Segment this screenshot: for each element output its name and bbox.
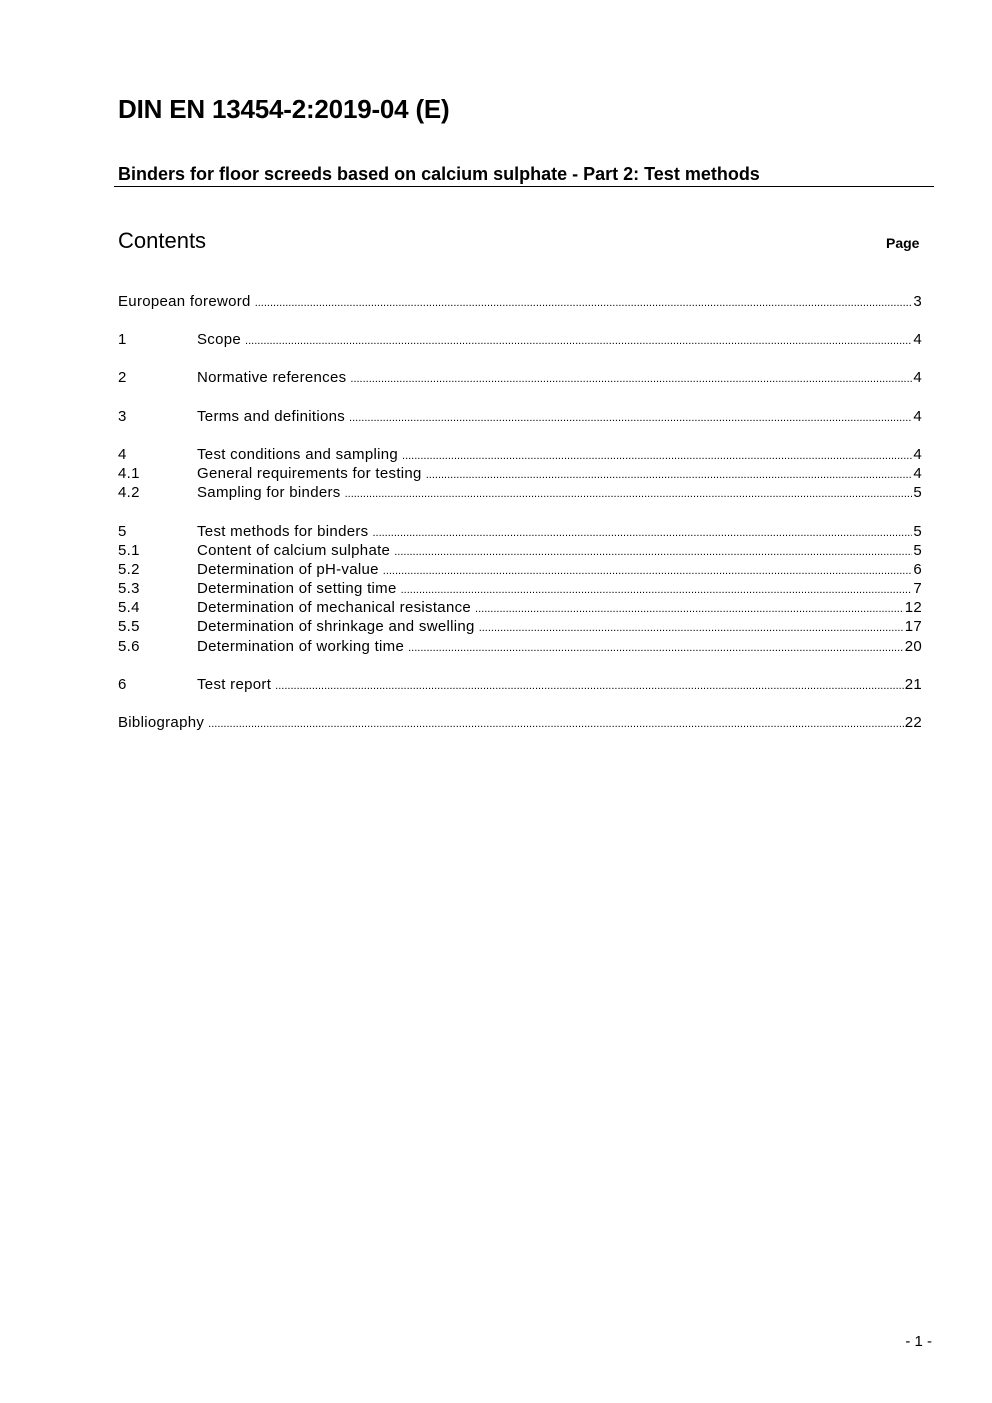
toc-entry[interactable] [118, 541, 922, 560]
toc-entry[interactable] [118, 368, 922, 387]
toc-dot-leader [245, 332, 912, 351]
toc-entry-number: 4 [118, 446, 127, 463]
toc-entry-title: Test report [197, 676, 272, 693]
toc-entry-page: 4 [913, 331, 922, 348]
toc-entry[interactable] [118, 522, 922, 541]
toc-entry[interactable] [118, 560, 922, 579]
toc-entry-title: Bibliography [118, 714, 205, 731]
toc-entry-number: 5.6 [118, 638, 140, 655]
toc-entry-title: Determination of shrinkage and swelling [197, 618, 475, 635]
toc-entry-number: 5.5 [118, 618, 140, 635]
toc-entry-number: 4.2 [118, 484, 140, 501]
toc-entry[interactable] [118, 330, 922, 349]
toc-entry-number: 5.2 [118, 561, 140, 578]
toc-entry-number: 1 [118, 331, 127, 348]
toc-entry-page: 5 [913, 542, 922, 559]
document-id: DIN EN 13454-2:2019-04 (E) [118, 94, 450, 124]
toc-entry[interactable] [118, 483, 922, 502]
toc-entry-title: General requirements for testing [197, 465, 422, 482]
toc-dot-leader [479, 619, 904, 638]
toc-entry-number: 5 [118, 523, 127, 540]
toc-entry-page: 4 [913, 369, 922, 386]
toc-dot-leader [275, 677, 904, 696]
toc-entry-title: Normative references [197, 369, 347, 386]
toc-entry-title: Test methods for binders [197, 523, 369, 540]
toc-entry[interactable] [118, 675, 922, 694]
toc-dot-leader [349, 409, 912, 428]
toc-dot-leader [208, 715, 904, 734]
toc-entry-page: 12 [904, 599, 922, 616]
toc-entry-number: 5.1 [118, 542, 140, 559]
toc-entry-title: Terms and definitions [197, 408, 346, 425]
toc-entry[interactable] [118, 617, 922, 636]
toc-entry-page: 5 [913, 523, 922, 540]
toc-entry[interactable] [118, 464, 922, 483]
page-column-heading: Page [886, 235, 920, 251]
toc-entry-title: European foreword [118, 293, 251, 310]
toc-dot-leader [255, 294, 913, 313]
toc-entry-title: Scope [197, 331, 242, 348]
contents-heading: Contents [118, 228, 207, 253]
toc-entry[interactable] [118, 292, 922, 311]
toc-entry-title: Determination of pH-value [197, 561, 379, 578]
toc-entry[interactable] [118, 713, 922, 732]
toc-entry[interactable] [118, 579, 922, 598]
toc-entry-title: Determination of mechanical resistance [197, 599, 472, 616]
toc-entry-page: 4 [913, 408, 922, 425]
toc-entry[interactable] [118, 637, 922, 656]
toc-entry-page: 21 [904, 676, 922, 693]
toc-entry-number: 3 [118, 408, 127, 425]
toc-entry-page: 5 [913, 484, 922, 501]
toc-entry[interactable] [118, 598, 922, 617]
toc-entry[interactable] [118, 445, 922, 464]
toc-entry-title: Sampling for binders [197, 484, 341, 501]
title-underline-divider [114, 186, 934, 187]
toc-entry-page: 3 [913, 293, 922, 310]
toc-entry-title: Determination of setting time [197, 580, 397, 597]
footer-page-number: - 1 - [905, 1333, 932, 1350]
toc-dot-leader [350, 370, 912, 389]
toc-entry-number: 6 [118, 676, 127, 693]
toc-entry-page: 6 [913, 561, 922, 578]
document-title: Binders for floor screeds based on calcium sulphate - Part 2: Test methods [118, 164, 760, 184]
toc-entry-page: 20 [904, 638, 922, 655]
toc-entry-title: Determination of working time [197, 638, 405, 655]
toc-entry-number: 2 [118, 369, 127, 386]
toc-entry-number: 4.1 [118, 465, 140, 482]
toc-entry[interactable] [118, 407, 922, 426]
toc-entry-page: 17 [904, 618, 922, 635]
toc-entry-number: 5.3 [118, 580, 140, 597]
toc-entry-title: Content of calcium sulphate [197, 542, 391, 559]
toc-dot-leader [408, 639, 904, 658]
toc-entry-number: 5.4 [118, 599, 140, 616]
toc-entry-page: 7 [913, 580, 922, 597]
toc-dot-leader [345, 485, 913, 504]
toc-entry-page: 4 [913, 465, 922, 482]
toc-entry-page: 4 [913, 446, 922, 463]
toc-entry-page: 22 [904, 714, 922, 731]
toc-entry-title: Test conditions and sampling [197, 446, 399, 463]
